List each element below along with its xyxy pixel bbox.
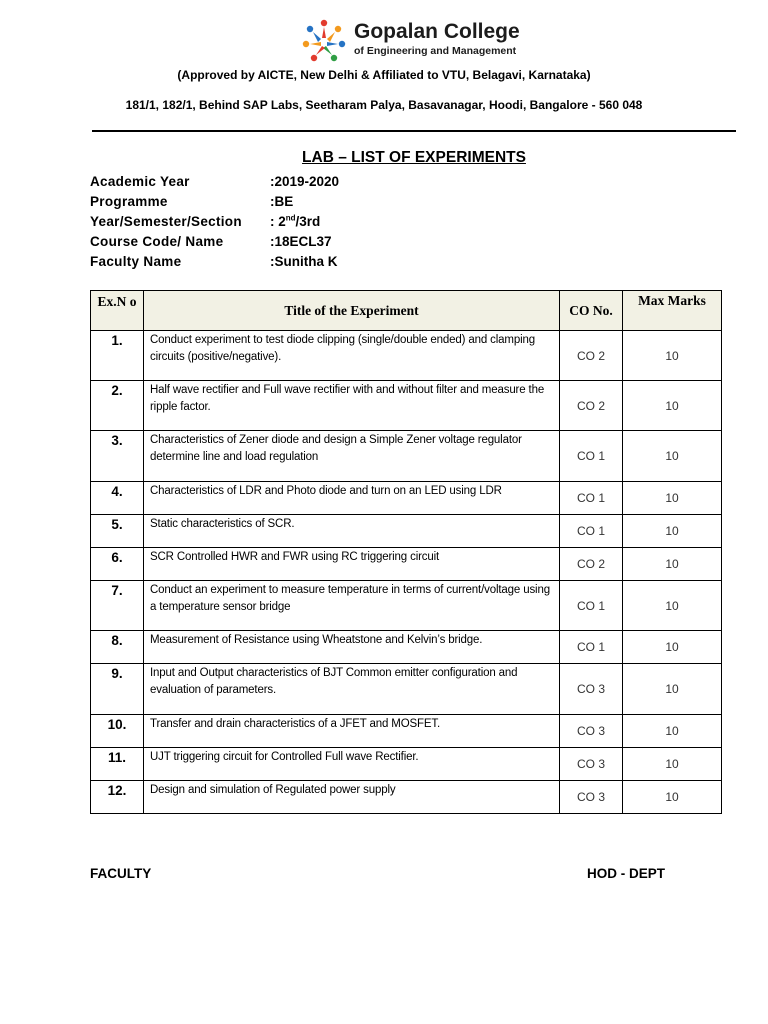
exp-no-cell: 7. — [91, 581, 144, 631]
co-cell: CO 2 — [560, 331, 623, 381]
meta-value: :18ECL37 — [270, 234, 332, 249]
table-row — [91, 431, 722, 482]
table-row — [91, 482, 722, 515]
meta-value — [270, 212, 320, 232]
marks-cell: 10 — [623, 781, 722, 814]
meta-label: Programme — [90, 194, 168, 209]
marks-cell: 10 — [623, 548, 722, 581]
meta-label: Year/Semester/Section — [90, 214, 242, 229]
exp-title-cell: UJT triggering circuit for Controlled Full wave Rectifier. — [144, 748, 560, 781]
table-row — [91, 664, 722, 715]
header-exp-no: Ex.N o — [91, 291, 144, 331]
exp-no-cell: 8. — [91, 631, 144, 664]
exp-title-cell: Characteristics of Zener diode and design a Simple Zener voltage regulator determine line and load regulation — [144, 431, 560, 482]
co-cell: CO 1 — [560, 515, 623, 548]
exp-no-cell: 4. — [91, 482, 144, 515]
marks-cell: 10 — [623, 482, 722, 515]
exp-no-cell: 1. — [91, 331, 144, 381]
marks-cell: 10 — [623, 715, 722, 748]
exp-title-cell: Static characteristics of SCR. — [144, 515, 560, 548]
college-subtitle: of Engineering and Management — [354, 45, 517, 57]
exp-title-cell: Transfer and drain characteristics of a JFET and MOSFET. — [144, 715, 560, 748]
marks-cell: 10 — [623, 431, 722, 482]
approval-line: (Approved by AICTE, New Delhi & Affiliated to VTU, Belagavi, Karnataka) — [177, 68, 591, 82]
meta-label: Academic Year — [90, 174, 190, 189]
exp-title-cell: Design and simulation of Regulated power supply — [144, 781, 560, 814]
meta-label: Faculty Name — [90, 254, 182, 269]
co-cell: CO 1 — [560, 482, 623, 515]
header-divider — [92, 130, 736, 132]
co-cell: CO 2 — [560, 548, 623, 581]
exp-no-cell: 9. — [91, 664, 144, 715]
table-row — [91, 331, 722, 381]
co-cell: CO 2 — [560, 381, 623, 431]
header-max-marks: Max Marks — [623, 291, 722, 331]
table-row — [91, 631, 722, 664]
co-cell: CO 3 — [560, 748, 623, 781]
exp-title-cell: Characteristics of LDR and Photo diode and turn on an LED using LDR — [144, 482, 560, 515]
hod-signature-label: HOD - DEPT — [587, 866, 666, 881]
marks-cell: 10 — [623, 381, 722, 431]
co-cell: CO 1 — [560, 431, 623, 482]
meta-label: Course Code/ Name — [90, 234, 224, 249]
table-row — [91, 548, 722, 581]
exp-title-cell: Input and Output characteristics of BJT Common emitter configuration and evaluation of parameters. — [144, 664, 560, 715]
header-title: Title of the Experiment — [144, 291, 560, 331]
faculty-signature-label: FACULTY — [90, 866, 152, 881]
co-cell: CO 1 — [560, 581, 623, 631]
experiments-table — [90, 290, 722, 814]
exp-no-cell: 11. — [91, 748, 144, 781]
exp-no-cell: 10. — [91, 715, 144, 748]
table-row — [91, 515, 722, 548]
exp-title-cell: Half wave rectifier and Full wave rectifier with and without filter and measure the ripple factor. — [144, 381, 560, 431]
exp-no-cell: 3. — [91, 431, 144, 482]
co-cell: CO 3 — [560, 715, 623, 748]
marks-cell: 10 — [623, 664, 722, 715]
meta-value: :BE — [270, 194, 294, 209]
meta-value-superscript: nd — [285, 213, 296, 223]
exp-no-cell: 6. — [91, 548, 144, 581]
document-title: LAB – LIST OF EXPERIMENTS — [302, 149, 526, 166]
exp-no-cell: 5. — [91, 515, 144, 548]
exp-title-cell: Conduct an experiment to measure temperature in terms of current/voltage using a temperature sensor bridge — [144, 581, 560, 631]
exp-title-cell: SCR Controlled HWR and FWR using RC triggering circuit — [144, 548, 560, 581]
marks-cell: 10 — [623, 331, 722, 381]
marks-cell: 10 — [623, 515, 722, 548]
address-line: 181/1, 182/1, Behind SAP Labs, Seetharam Palya, Basavanagar, Hoodi, Bangalore - 560 048 — [125, 98, 643, 112]
table-row — [91, 715, 722, 748]
exp-title-cell: Measurement of Resistance using Wheatstone and Kelvin’s bridge. — [144, 631, 560, 664]
meta-value: :2019-2020 — [270, 174, 340, 189]
header-co-no: CO No. — [560, 291, 623, 331]
table-header-row — [91, 291, 722, 331]
marks-cell: 10 — [623, 581, 722, 631]
table-row — [91, 748, 722, 781]
co-cell: CO 1 — [560, 631, 623, 664]
college-name: Gopalan College — [354, 20, 520, 43]
marks-cell: 10 — [623, 748, 722, 781]
co-cell: CO 3 — [560, 781, 623, 814]
exp-no-cell: 2. — [91, 381, 144, 431]
marks-cell: 10 — [623, 631, 722, 664]
table-row — [91, 781, 722, 814]
meta-value: :Sunitha K — [270, 254, 338, 269]
co-cell: CO 3 — [560, 664, 623, 715]
table-row — [91, 581, 722, 631]
meta-value-suffix: /3rd — [295, 214, 321, 229]
exp-no-cell: 12. — [91, 781, 144, 814]
exp-title-cell: Conduct experiment to test diode clipping (single/double ended) and clamping circuits (positive/negative). — [144, 331, 560, 381]
college-logo — [302, 18, 562, 68]
meta-value-prefix: : 2 — [270, 214, 286, 229]
table-row — [91, 381, 722, 431]
flower-figures-logo-icon — [302, 18, 346, 64]
